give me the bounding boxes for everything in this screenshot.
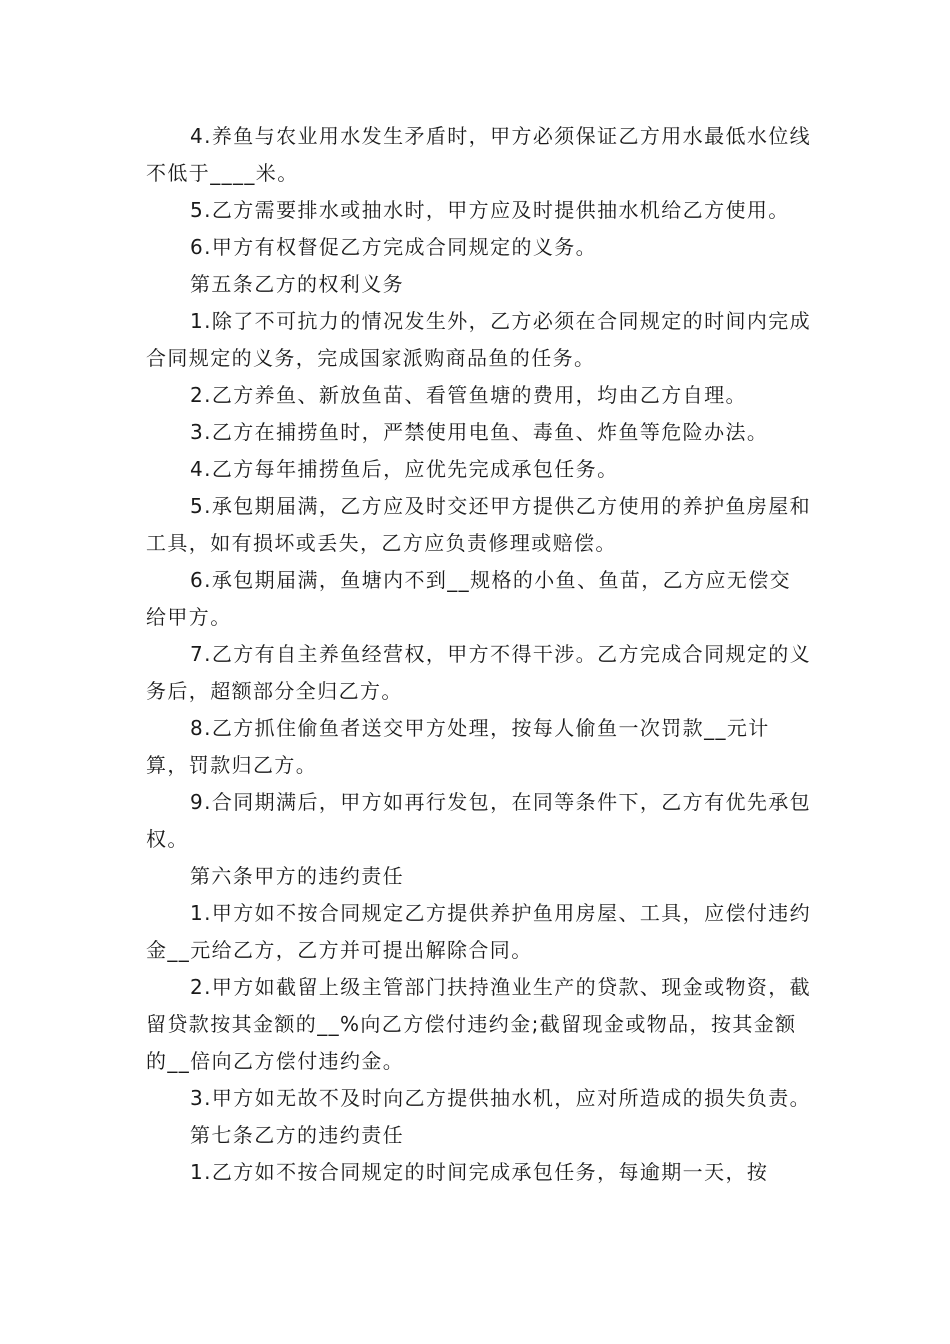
clause-paragraph: 2.乙方养鱼、新放鱼苗、看管鱼塘的费用，均由乙方自理。	[190, 383, 747, 407]
clause-paragraph: 2.甲方如截留上级主管部门扶持渔业生产的贷款、现金或物资，截留贷款按其金额的__%向乙方偿付违约金;截留现金或物品，按其金额的__倍向乙方偿付违约金。	[146, 975, 812, 1073]
clause-paragraph: 3.甲方如无故不及时向乙方提供抽水机，应对所造成的损失负责。	[190, 1086, 812, 1110]
section-heading: 第七条乙方的违约责任	[190, 1123, 404, 1147]
document-body	[146, 118, 812, 1191]
section-heading: 第五条乙方的权利义务	[190, 272, 404, 296]
clause-paragraph: 1.乙方如不按合同规定的时间完成承包任务，每逾期一天，按	[190, 1160, 769, 1184]
clause-paragraph: 5.承包期届满，乙方应及时交还甲方提供乙方使用的养护鱼房屋和工具，如有损坏或丢失，乙方应负责修理或赔偿。	[146, 494, 812, 555]
clause-paragraph: 7.乙方有自主养鱼经营权，甲方不得干涉。乙方完成合同规定的义务后，超额部分全归乙方。	[146, 642, 812, 703]
clause-paragraph: 6.承包期届满，鱼塘内不到__规格的小鱼、鱼苗，乙方应无偿交给甲方。	[146, 568, 792, 629]
clause-paragraph: 3.乙方在捕捞鱼时，严禁使用电鱼、毒鱼、炸鱼等危险办法。	[190, 420, 769, 444]
section-heading: 第六条甲方的违约责任	[190, 864, 404, 888]
clause-paragraph: 5.乙方需要排水或抽水时，甲方应及时提供抽水机给乙方使用。	[190, 198, 790, 222]
clause-paragraph: 8.乙方抓住偷鱼者送交甲方处理，按每人偷鱼一次罚款__元计算，罚款归乙方。	[146, 716, 770, 777]
clause-paragraph: 9.合同期满后，甲方如再行发包，在同等条件下，乙方有优先承包权。	[146, 790, 812, 851]
clause-paragraph: 1.甲方如不按合同规定乙方提供养护鱼用房屋、工具，应偿付违约金__元给乙方，乙方并可提出解除合同。	[146, 901, 812, 962]
clause-paragraph: 6.甲方有权督促乙方完成合同规定的义务。	[190, 235, 598, 259]
clause-paragraph: 4.养鱼与农业用水发生矛盾时，甲方必须保证乙方用水最低水位线不低于____米。	[146, 124, 812, 185]
clause-paragraph: 4.乙方每年捕捞鱼后，应优先完成承包任务。	[190, 457, 619, 481]
clause-paragraph: 1.除了不可抗力的情况发生外，乙方必须在合同规定的时间内完成合同规定的义务，完成国家派购商品鱼的任务。	[146, 309, 812, 370]
